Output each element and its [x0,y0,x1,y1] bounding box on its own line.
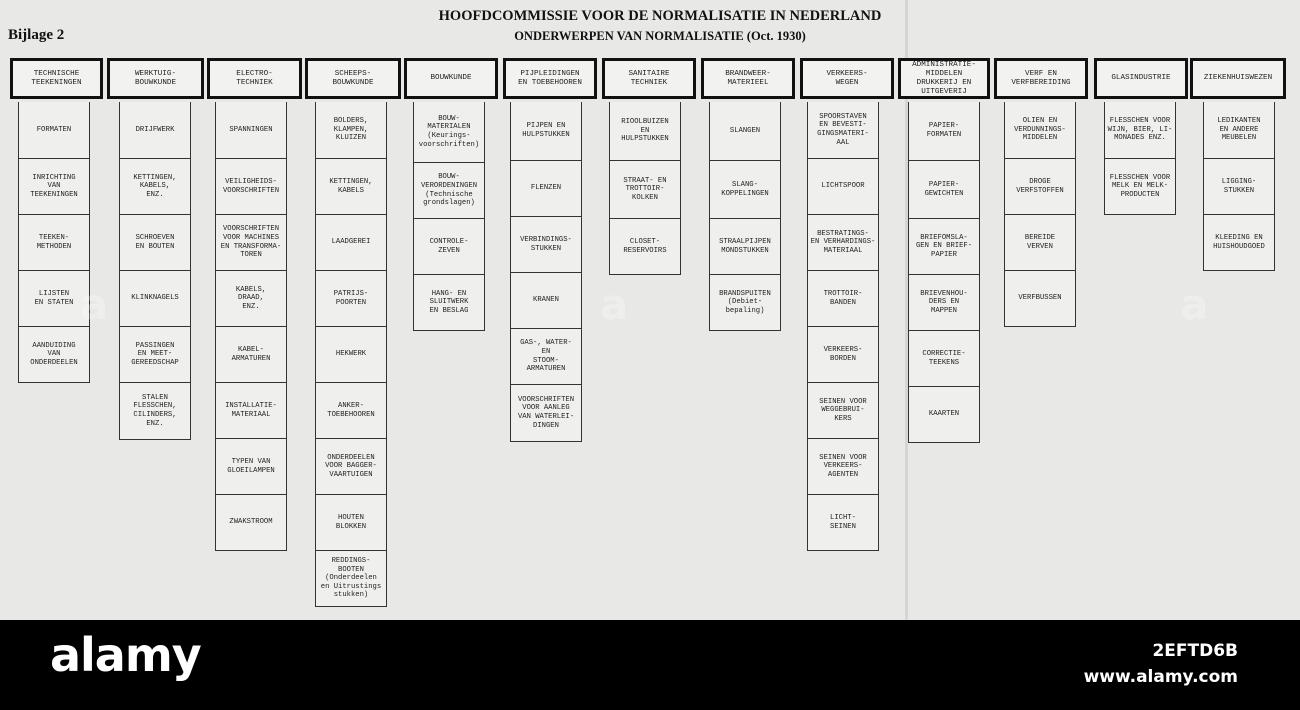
topic-column [510,102,582,442]
topic-cell: TYPEN VAN GLOEILAMPEN [216,438,286,494]
topic-cell: PAPIER- GEWICHTEN [909,160,979,218]
topic-cell: RIOOLBUIZEN EN HULPSTUKKEN [621,118,669,144]
topic-cell: TEEKEN- METHODEN [19,214,89,270]
document-title: HOOFDCOMMISSIE VOOR DE NORMALISATIE IN NEDERLAND [438,8,882,24]
topic-cell: GAS-, WATER- EN STOOM- ARMATUREN [511,328,581,384]
topic-cell: VERKEERS- BORDEN [808,326,878,382]
topic-cell: SEINEN VOOR WEGGEBRUI- KERS [808,382,878,438]
topic-column [709,102,781,331]
topic-column [1004,102,1076,327]
topic-column [413,102,485,331]
category-header: ZIEKENHUISWEZEN [1190,58,1286,99]
topic-cell: FLESSCHEN VOOR WIJN, BIER, LI- MONADES ENZ. [1107,117,1173,143]
topic-column [18,102,90,383]
topic-cell: LAADGEREI [316,214,386,270]
watermark-image-id: 2EFTD6B [1152,641,1238,661]
topic-cell: LIJSTEN EN STATEN [19,270,89,326]
category-header: WERKTUIG- BOUWKUNDE [107,58,204,99]
topic-cell: VERFBUSSEN [1005,270,1075,326]
watermark-ghost: a [80,280,109,329]
topic-cell: SCHROEVEN EN BOUTEN [120,214,190,270]
topic-cell: BRIEFOMSLA- GEN EN BRIEF- PAPIER [909,218,979,274]
topic-cell: BOUW- VERORDENINGEN (Technische grondslagen) [414,162,484,218]
topic-cell: STRAAT- EN TROTTOIR- KOLKEN [610,160,680,218]
topic-cell: KLINKNAGELS [120,270,190,326]
topic-cell: SPANNINGEN [229,125,273,134]
topic-column [119,102,191,440]
topic-cell: KRANEN [511,272,581,328]
topic-cell: SLANGEN [729,126,761,135]
topic-cell: HOUTEN BLOKKEN [316,494,386,550]
topic-cell: KETTINGEN, KABELS, ENZ. [120,158,190,214]
topic-cell: PASSINGEN EN MEET- GEREEDSCHAP [120,326,190,382]
topic-cell: CORRECTIE- TEEKENS [909,330,979,386]
topic-cell: REDDINGS- BOOTEN (Onderdeelen en Uitrustings stukken) [316,550,386,606]
category-header: GLASINDUSTRIE [1094,58,1188,99]
category-header: SANITAIRE TECHNIEK [602,58,696,99]
topic-cell: TROTTOIR- BANDEN [808,270,878,326]
topic-cell: LICHTSPOOR [808,158,878,214]
topic-cell: FORMATEN [36,125,72,134]
topic-cell: FLESSCHEN VOOR MELK EN MELK- PRODUCTEN [1105,158,1175,214]
category-header: BRANDWEER- MATERIEEL [701,58,795,99]
category-header: ELECTRO- TECHNIEK [207,58,302,99]
topic-cell: ONDERDEELEN VOOR BAGGER- VAARTUIGEN [316,438,386,494]
topic-cell: PIJPEN EN HULPSTUKKEN [522,122,570,139]
category-header: VERKEERS- WEGEN [800,58,894,99]
topic-cell: SLANG- KOPPELINGEN [710,160,780,218]
category-header: VERF EN VERFBEREIDING [994,58,1088,99]
topic-cell: ANKER- TOEBEHOOREN [316,382,386,438]
topic-cell: PATRIJS- POORTEN [316,270,386,326]
topic-cell: VERBINDINGS- STUKKEN [511,216,581,272]
topic-cell: BOLDERS, KLAMPEN, KLUIZEN [333,117,369,143]
topic-cell: CLOSET- RESERVOIRS [610,218,680,274]
topic-cell: STRAALPIJPEN MONDSTUKKEN [710,218,780,274]
topic-cell: CONTROLE- ZEVEN [414,218,484,274]
topic-cell: INRICHTING VAN TEEKENINGEN [19,158,89,214]
topic-cell: SPOORSTAVEN EN BEVESTI- GINGSMATERI- AAL [817,112,869,147]
topic-column [315,102,387,607]
topic-cell: SEINEN VOOR VERKEERS- AGENTEN [808,438,878,494]
topic-cell: FLENZEN [511,160,581,216]
topic-cell: VEILIGHEIDS- VOORSCHRIFTEN [216,158,286,214]
topic-cell: BRANDSPUITEN (Debiet- bepaling) [710,274,780,330]
topic-cell: VOORSCHRIFTEN VOOR MACHINES EN TRANSFORMA- TOREN [216,214,286,270]
topic-cell: BESTRATINGS- EN VERHARDINGS- MATERIAAL [808,214,878,270]
watermark-ghost: a [600,280,629,329]
appendix-label: Bijlage 2 [8,27,65,43]
topic-cell: STALEN FLESSCHEN, CILINDERS, ENZ. [120,382,190,439]
category-header: PIJPLEIDINGEN EN TOEBEHOOREN [503,58,597,99]
topic-column [1104,102,1176,215]
topic-cell: DROGE VERFSTOFFEN [1005,158,1075,214]
topic-cell: KLEEDING EN HUISHOUDGOED [1204,214,1274,270]
watermark-url: www.alamy.com [1083,667,1238,687]
topic-cell: KAARTEN [909,386,979,442]
topic-cell: HEKWERK [316,326,386,382]
category-header: SCHEEPS- BOUWKUNDE [305,58,401,99]
topic-cell: LICHT- SEINEN [808,494,878,550]
topic-cell: BEREIDE VERVEN [1005,214,1075,270]
topic-cell: KABEL- ARMATUREN [216,326,286,382]
topic-cell: HANG- EN SLUITWERK EN BESLAG [414,274,484,330]
topic-cell: INSTALLATIE- MATERIAAL [216,382,286,438]
topic-cell: LEDIKANTEN EN ANDERE MEUBELEN [1217,117,1261,143]
topic-cell: BOUW- MATERIALEN (Keurings- voorschriften) [418,114,480,149]
watermark-ghost: a [1180,280,1209,329]
topic-cell: DRIJFWERK [135,125,175,134]
topic-cell: KETTINGEN, KABELS [316,158,386,214]
topic-column [1203,102,1275,271]
category-header: BOUWKUNDE [404,58,498,99]
category-header: TECHNISCHE TEEKENINGEN [10,58,103,99]
topic-cell: KABELS, DRAAD, ENZ. [216,270,286,326]
topic-cell: OLIEN EN VERDUNNINGS- MIDDELEN [1014,117,1066,143]
topic-cell: AANDUIDING VAN ONDERDEELEN [19,326,89,382]
topic-cell: VOORSCHRIFTEN VOOR AANLEG VAN WATERLEI- DINGEN [511,384,581,441]
topic-column [609,102,681,275]
topic-cell: PAPIER- FORMATEN [926,122,962,139]
watermark-logo: alamy [50,628,201,682]
document-subtitle: ONDERWERPEN VAN NORMALISATIE (Oct. 1930) [514,29,806,43]
category-header: ADMINISTRATIE- MIDDELEN DRUKKERIJ EN UITGEVERIJ [898,58,990,99]
topic-cell: ZWAKSTROOM [216,494,286,550]
topic-cell: LIGGING- STUKKEN [1204,158,1274,214]
topic-column [908,102,980,443]
topic-column [807,102,879,551]
topic-column [215,102,287,551]
topic-cell: BRIEVENHOU- DERS EN MAPPEN [909,274,979,330]
